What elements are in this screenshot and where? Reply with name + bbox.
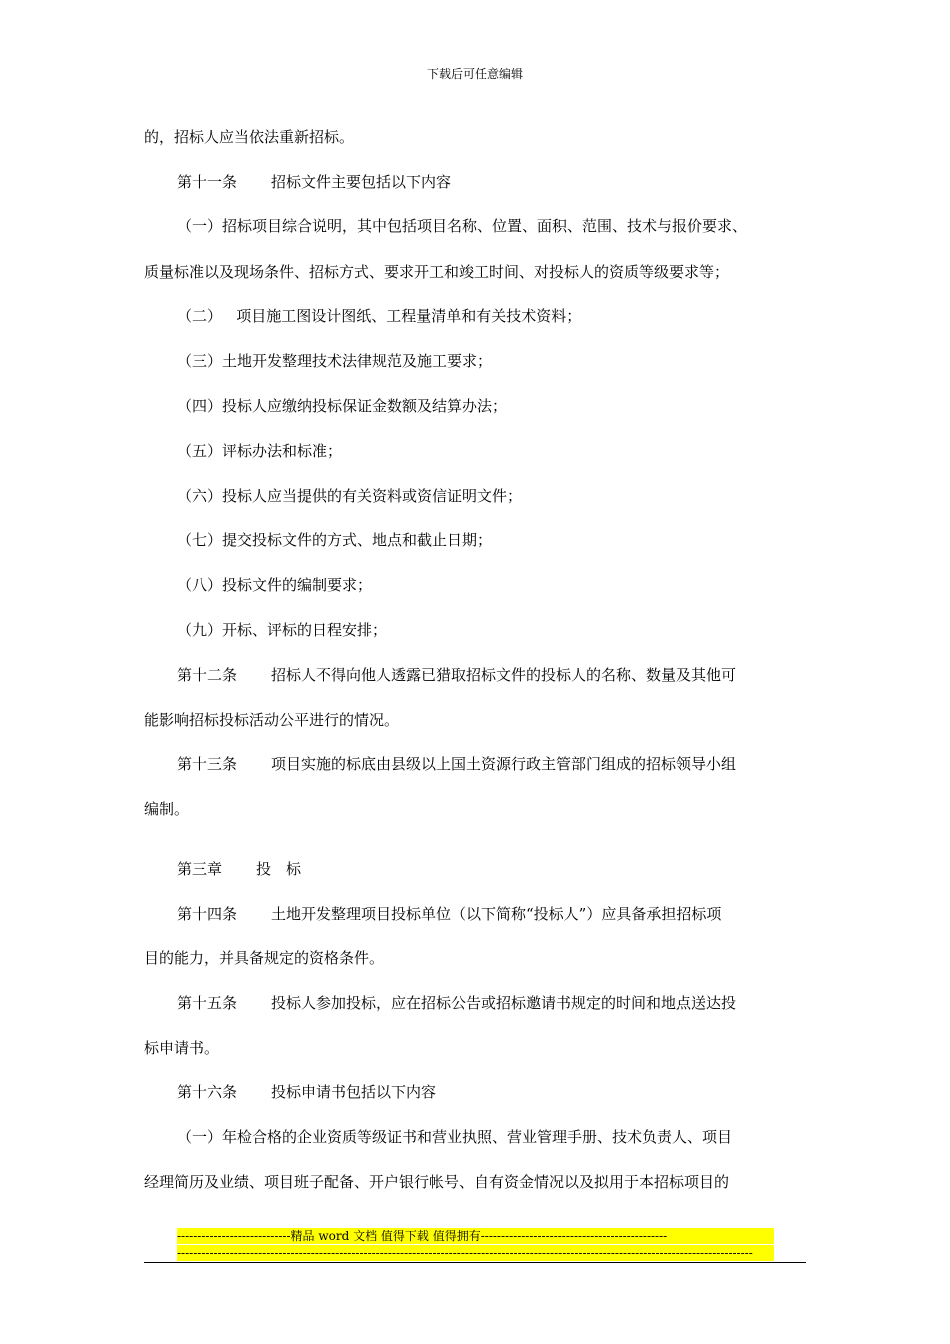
article-number: 第十一条 [177,173,238,191]
text-line: 经理简历及业绩、项目班子配备、开户银行帐号、自有资金情况以及拟用于本招标项目的 [144,1173,730,1191]
list-item: （九）开标、评标的日程安排； [177,621,388,639]
list-item: （四）投标人应缴纳投标保证金数额及结算办法； [177,397,508,415]
list-item: （一）年检合格的企业资质等级证书和营业执照、营业管理手册、技术负责人、项目 [177,1128,733,1146]
list-item: （七）提交投标文件的方式、地点和截止日期； [177,531,493,549]
list-item: （八）投标文件的编制要求； [177,576,373,594]
article-heading: 第十六条 投标申请书包括以下内容 [177,1083,437,1101]
article-number: 第十二条 [177,666,238,684]
article-number: 第十六条 [177,1083,238,1101]
article-heading: 第十三条 项目实施的标底由县级以上国土资源行政主管部门组成的招标领导小组 [177,755,737,773]
chapter-number: 第三章 [177,860,223,878]
article-heading: 第十四条 土地开发整理项目投标单位（以下简称“投标人”）应具备承担招标项 [177,905,722,923]
text-line: 目的能力，并具备规定的资格条件。 [144,949,385,967]
list-item: （二） 项目施工图设计图纸、工程量清单和有关技术资料； [177,307,582,325]
text-line: 能影响招标投标活动公平进行的情况。 [144,711,400,729]
article-heading: 第十二条 招标人不得向他人透露已猎取招标文件的投标人的名称、数量及其他可 [177,666,737,684]
article-number: 第十三条 [177,755,238,773]
text-line: 编制。 [144,800,190,818]
article-number: 第十五条 [177,994,238,1012]
article-heading: 第十五条 投标人参加投标，应在招标公告或招标邀请书规定的时间和地点送达投 [177,994,737,1012]
list-item: （三）土地开发整理技术法律规范及施工要求； [177,352,493,370]
list-item: （一）招标项目综合说明，其中包括项目名称、位置、面积、范围、技术与报价要求、 [177,217,748,235]
list-item: （五）评标办法和标准； [177,442,343,460]
text-line: 的，招标人应当依法重新招标。 [144,128,355,146]
footer-divider [144,1262,806,1263]
text-line: 标申请书。 [144,1039,220,1057]
footer-dashes: ---------------------------------------------------------------------------------------------------------------------------------------------- [177,1245,774,1261]
page-header: 下载后可任意编辑 [426,67,523,81]
article-heading: 第十一条 招标文件主要包括以下内容 [177,173,452,191]
list-item: （六）投标人应当提供的有关资料或资信证明文件； [177,487,523,505]
footer-banner: ----------------------------精品 word 文档 值得下载 值得拥有---------------------------------------------- [177,1228,774,1244]
chapter-heading: 第三章 投 标 [177,860,302,878]
text-line: 质量标准以及现场条件、招标方式、要求开工和竣工时间、对投标人的资质等级要求等； [144,263,730,281]
article-number: 第十四条 [177,905,238,923]
